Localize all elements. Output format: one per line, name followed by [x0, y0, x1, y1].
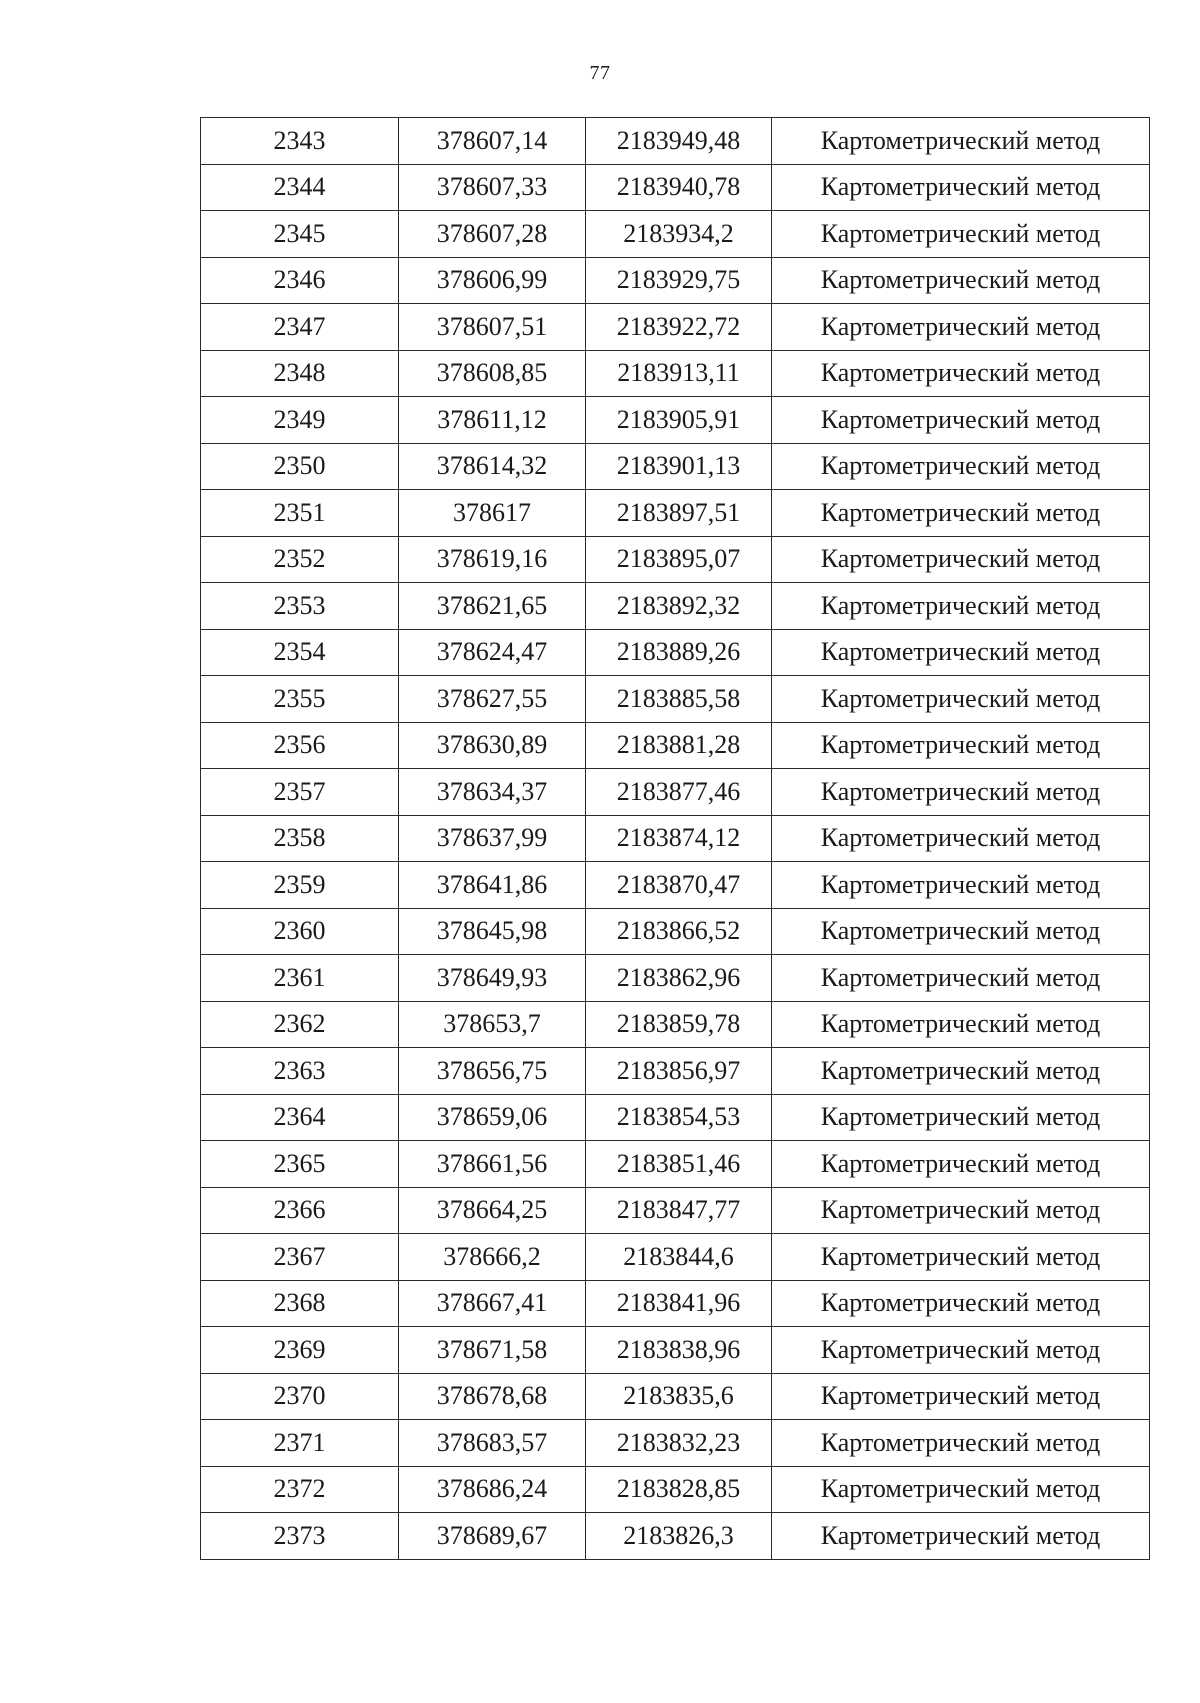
- point-number-cell: 2370: [201, 1373, 399, 1420]
- y-coordinate-cell: 2183854,53: [586, 1094, 772, 1141]
- y-coordinate-cell: 2183841,96: [586, 1280, 772, 1327]
- x-coordinate-cell: 378607,33: [399, 164, 586, 211]
- x-coordinate-cell: 378630,89: [399, 722, 586, 769]
- point-number-cell: 2358: [201, 815, 399, 862]
- y-coordinate-cell: 2183892,32: [586, 583, 772, 630]
- method-cell: Картометрический метод: [772, 350, 1150, 397]
- method-cell: Картометрический метод: [772, 1141, 1150, 1188]
- point-number-cell: 2353: [201, 583, 399, 630]
- table-row: [201, 676, 1150, 723]
- table-row: [201, 1373, 1150, 1420]
- point-number-cell: 2369: [201, 1327, 399, 1374]
- x-coordinate-cell: 378619,16: [399, 536, 586, 583]
- table-row: [201, 397, 1150, 444]
- method-cell: Картометрический метод: [772, 676, 1150, 723]
- table-row: [201, 1466, 1150, 1513]
- point-number-cell: 2364: [201, 1094, 399, 1141]
- table-row: [201, 304, 1150, 351]
- point-number-cell: 2349: [201, 397, 399, 444]
- point-number-cell: 2355: [201, 676, 399, 723]
- y-coordinate-cell: 2183901,13: [586, 443, 772, 490]
- table-row: [201, 1094, 1150, 1141]
- y-coordinate-cell: 2183940,78: [586, 164, 772, 211]
- x-coordinate-cell: 378645,98: [399, 908, 586, 955]
- table-row: [201, 815, 1150, 862]
- point-number-cell: 2361: [201, 955, 399, 1002]
- method-cell: Картометрический метод: [772, 1466, 1150, 1513]
- x-coordinate-cell: 378667,41: [399, 1280, 586, 1327]
- table-row: [201, 1513, 1150, 1560]
- y-coordinate-cell: 2183828,85: [586, 1466, 772, 1513]
- table-row: [201, 908, 1150, 955]
- point-number-cell: 2366: [201, 1187, 399, 1234]
- y-coordinate-cell: 2183870,47: [586, 862, 772, 909]
- x-coordinate-cell: 378689,67: [399, 1513, 586, 1560]
- point-number-cell: 2371: [201, 1420, 399, 1467]
- y-coordinate-cell: 2183862,96: [586, 955, 772, 1002]
- table-row: [201, 1420, 1150, 1467]
- method-cell: Картометрический метод: [772, 1373, 1150, 1420]
- method-cell: Картометрический метод: [772, 769, 1150, 816]
- y-coordinate-cell: 2183832,23: [586, 1420, 772, 1467]
- y-coordinate-cell: 2183874,12: [586, 815, 772, 862]
- table-row: [201, 955, 1150, 1002]
- point-number-cell: 2346: [201, 257, 399, 304]
- y-coordinate-cell: 2183905,91: [586, 397, 772, 444]
- table-row: [201, 769, 1150, 816]
- y-coordinate-cell: 2183826,3: [586, 1513, 772, 1560]
- method-cell: Картометрический метод: [772, 1187, 1150, 1234]
- method-cell: Картометрический метод: [772, 1234, 1150, 1281]
- x-coordinate-cell: 378678,68: [399, 1373, 586, 1420]
- y-coordinate-cell: 2183881,28: [586, 722, 772, 769]
- point-number-cell: 2354: [201, 629, 399, 676]
- x-coordinate-cell: 378683,57: [399, 1420, 586, 1467]
- point-number-cell: 2367: [201, 1234, 399, 1281]
- table-row: [201, 257, 1150, 304]
- table-row: [201, 862, 1150, 909]
- table-row: [201, 164, 1150, 211]
- point-number-cell: 2362: [201, 1001, 399, 1048]
- table-row: [201, 1327, 1150, 1374]
- x-coordinate-cell: 378671,58: [399, 1327, 586, 1374]
- point-number-cell: 2344: [201, 164, 399, 211]
- x-coordinate-cell: 378664,25: [399, 1187, 586, 1234]
- method-cell: Картометрический метод: [772, 862, 1150, 909]
- x-coordinate-cell: 378607,51: [399, 304, 586, 351]
- table-row: [201, 1048, 1150, 1095]
- point-number-cell: 2350: [201, 443, 399, 490]
- method-cell: Картометрический метод: [772, 1048, 1150, 1095]
- y-coordinate-cell: 2183889,26: [586, 629, 772, 676]
- y-coordinate-cell: 2183838,96: [586, 1327, 772, 1374]
- point-number-cell: 2373: [201, 1513, 399, 1560]
- method-cell: Картометрический метод: [772, 257, 1150, 304]
- point-number-cell: 2359: [201, 862, 399, 909]
- y-coordinate-cell: 2183922,72: [586, 304, 772, 351]
- method-cell: Картометрический метод: [772, 722, 1150, 769]
- method-cell: Картометрический метод: [772, 629, 1150, 676]
- method-cell: Картометрический метод: [772, 304, 1150, 351]
- point-number-cell: 2351: [201, 490, 399, 537]
- page-number: 77: [589, 62, 611, 84]
- x-coordinate-cell: 378614,32: [399, 443, 586, 490]
- y-coordinate-cell: 2183847,77: [586, 1187, 772, 1234]
- point-number-cell: 2365: [201, 1141, 399, 1188]
- table-row: [201, 211, 1150, 258]
- method-cell: Картометрический метод: [772, 1280, 1150, 1327]
- method-cell: Картометрический метод: [772, 955, 1150, 1002]
- point-number-cell: 2368: [201, 1280, 399, 1327]
- table-row: [201, 583, 1150, 630]
- y-coordinate-cell: 2183885,58: [586, 676, 772, 723]
- x-coordinate-cell: 378607,14: [399, 118, 586, 165]
- x-coordinate-cell: 378637,99: [399, 815, 586, 862]
- method-cell: Картометрический метод: [772, 1420, 1150, 1467]
- method-cell: Картометрический метод: [772, 490, 1150, 537]
- table-row: [201, 1280, 1150, 1327]
- point-number-cell: 2352: [201, 536, 399, 583]
- x-coordinate-cell: 378611,12: [399, 397, 586, 444]
- coordinates-table: [200, 117, 1150, 1560]
- x-coordinate-cell: 378686,24: [399, 1466, 586, 1513]
- y-coordinate-cell: 2183856,97: [586, 1048, 772, 1095]
- point-number-cell: 2348: [201, 350, 399, 397]
- method-cell: Картометрический метод: [772, 164, 1150, 211]
- x-coordinate-cell: 378624,47: [399, 629, 586, 676]
- y-coordinate-cell: 2183866,52: [586, 908, 772, 955]
- table-row: [201, 443, 1150, 490]
- x-coordinate-cell: 378659,06: [399, 1094, 586, 1141]
- x-coordinate-cell: 378621,65: [399, 583, 586, 630]
- point-number-cell: 2343: [201, 118, 399, 165]
- point-number-cell: 2372: [201, 1466, 399, 1513]
- method-cell: Картометрический метод: [772, 397, 1150, 444]
- x-coordinate-cell: 378653,7: [399, 1001, 586, 1048]
- table-row: [201, 118, 1150, 165]
- y-coordinate-cell: 2183859,78: [586, 1001, 772, 1048]
- method-cell: Картометрический метод: [772, 211, 1150, 258]
- x-coordinate-cell: 378666,2: [399, 1234, 586, 1281]
- x-coordinate-cell: 378607,28: [399, 211, 586, 258]
- table-row: [201, 490, 1150, 537]
- point-number-cell: 2347: [201, 304, 399, 351]
- table-row: [201, 722, 1150, 769]
- method-cell: Картометрический метод: [772, 118, 1150, 165]
- method-cell: Картометрический метод: [772, 536, 1150, 583]
- table-row: [201, 536, 1150, 583]
- y-coordinate-cell: 2183897,51: [586, 490, 772, 537]
- table-body: [201, 118, 1150, 1560]
- method-cell: Картометрический метод: [772, 583, 1150, 630]
- table-row: [201, 1141, 1150, 1188]
- table-row: [201, 1001, 1150, 1048]
- point-number-cell: 2363: [201, 1048, 399, 1095]
- x-coordinate-cell: 378634,37: [399, 769, 586, 816]
- table-row: [201, 1187, 1150, 1234]
- method-cell: Картометрический метод: [772, 1327, 1150, 1374]
- point-number-cell: 2356: [201, 722, 399, 769]
- x-coordinate-cell: 378641,86: [399, 862, 586, 909]
- x-coordinate-cell: 378649,93: [399, 955, 586, 1002]
- y-coordinate-cell: 2183949,48: [586, 118, 772, 165]
- table-row: [201, 350, 1150, 397]
- method-cell: Картометрический метод: [772, 1094, 1150, 1141]
- x-coordinate-cell: 378606,99: [399, 257, 586, 304]
- x-coordinate-cell: 378608,85: [399, 350, 586, 397]
- y-coordinate-cell: 2183913,11: [586, 350, 772, 397]
- y-coordinate-cell: 2183844,6: [586, 1234, 772, 1281]
- y-coordinate-cell: 2183929,75: [586, 257, 772, 304]
- method-cell: Картометрический метод: [772, 1001, 1150, 1048]
- y-coordinate-cell: 2183934,2: [586, 211, 772, 258]
- point-number-cell: 2360: [201, 908, 399, 955]
- x-coordinate-cell: 378661,56: [399, 1141, 586, 1188]
- y-coordinate-cell: 2183895,07: [586, 536, 772, 583]
- y-coordinate-cell: 2183851,46: [586, 1141, 772, 1188]
- x-coordinate-cell: 378617: [399, 490, 586, 537]
- point-number-cell: 2345: [201, 211, 399, 258]
- method-cell: Картометрический метод: [772, 815, 1150, 862]
- method-cell: Картометрический метод: [772, 443, 1150, 490]
- x-coordinate-cell: 378627,55: [399, 676, 586, 723]
- point-number-cell: 2357: [201, 769, 399, 816]
- method-cell: Картометрический метод: [772, 1513, 1150, 1560]
- y-coordinate-cell: 2183835,6: [586, 1373, 772, 1420]
- x-coordinate-cell: 378656,75: [399, 1048, 586, 1095]
- method-cell: Картометрический метод: [772, 908, 1150, 955]
- table-row: [201, 1234, 1150, 1281]
- table-row: [201, 629, 1150, 676]
- y-coordinate-cell: 2183877,46: [586, 769, 772, 816]
